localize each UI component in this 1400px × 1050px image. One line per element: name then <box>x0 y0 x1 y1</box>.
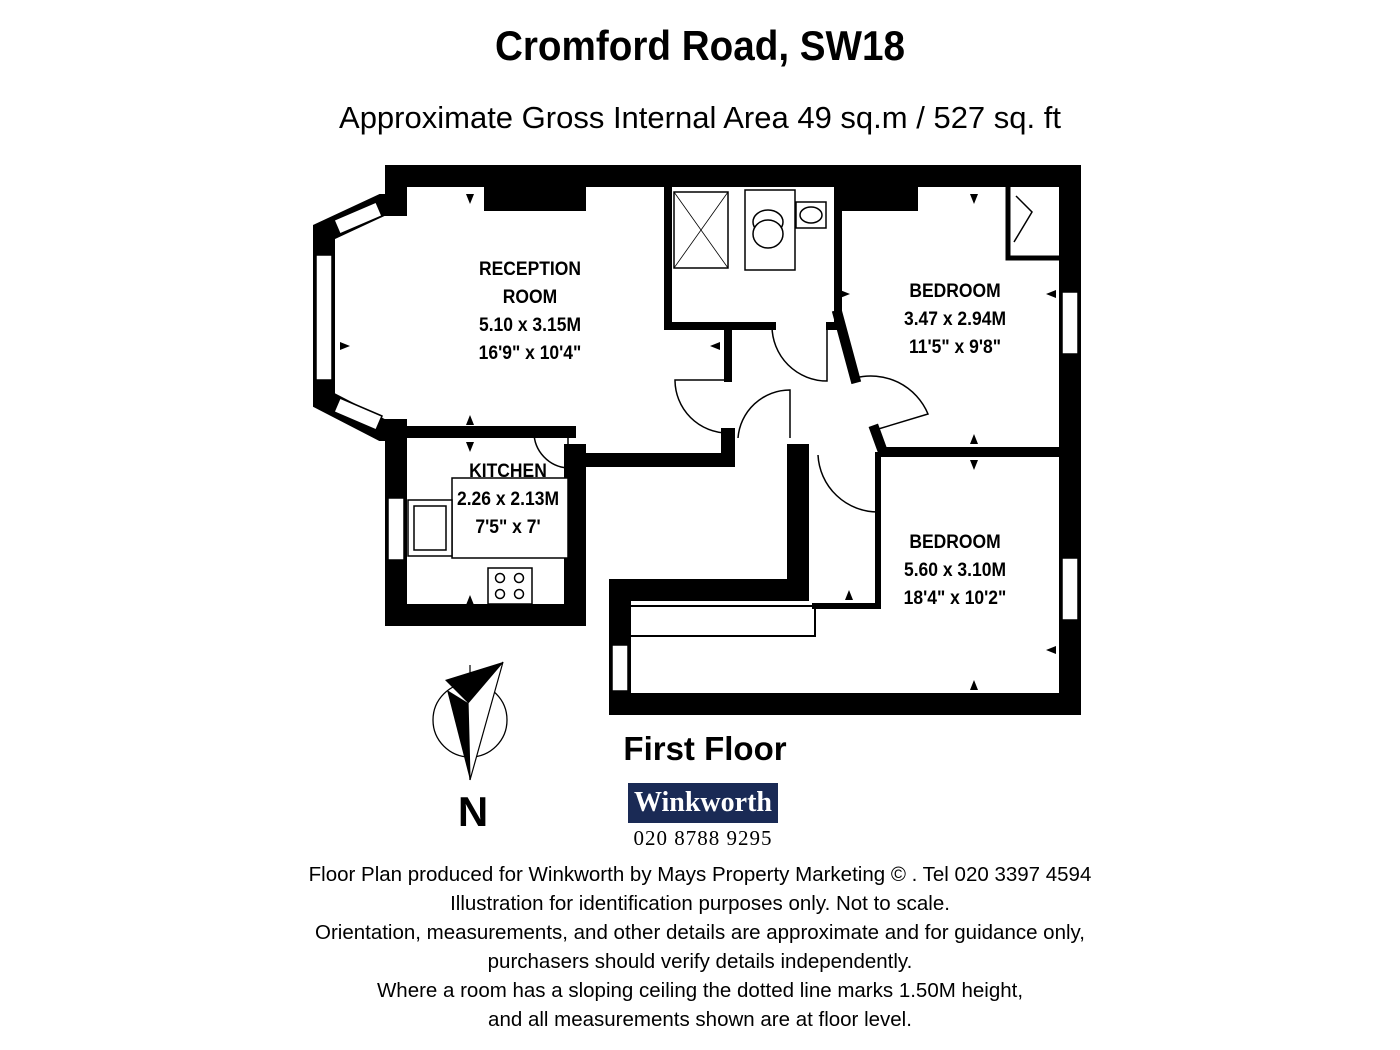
room-name: KITCHEN <box>469 461 547 482</box>
room-label-kitchen <box>425 458 591 542</box>
room-name: BEDROOM <box>909 532 1001 553</box>
agent-logo: Winkworth <box>628 783 778 823</box>
room-label-bedroom-1 <box>868 278 1043 362</box>
disclaimer-line: Floor Plan produced for Winkworth by Mays Property Marketing © . Tel 020 3397 4594 <box>308 863 1092 886</box>
room-imperial-size: 11'5" x 9'8" <box>909 337 1001 358</box>
room-name: BEDROOM <box>909 281 1001 302</box>
area-subtitle: Approximate Gross Internal Area 49 sq.m / 527 sq. ft <box>339 100 1061 135</box>
room-imperial-size: 18'4" x 10'2" <box>903 588 1007 609</box>
room-metric-size: 3.47 x 2.94M <box>903 309 1007 330</box>
disclaimer-line: Illustration for identification purposes only. Not to scale. <box>450 892 950 915</box>
page-title: Cromford Road, SW18 <box>494 22 906 69</box>
room-name-line2: ROOM <box>502 287 558 308</box>
room-label-bedroom-2 <box>868 529 1043 613</box>
disclaimer-line: Orientation, measurements, and other details are approximate and for guidance only, <box>315 921 1085 944</box>
room-label-reception <box>443 256 618 368</box>
room-name: RECEPTION <box>478 259 581 280</box>
agent-phone: 020 8788 9295 <box>633 826 773 850</box>
disclaimer <box>0 860 1400 1034</box>
north-label: N <box>457 788 489 835</box>
disclaimer-line: Where a room has a sloping ceiling the dotted line marks 1.50M height, <box>376 979 1024 1002</box>
room-imperial-size: 7'5" x 7' <box>475 517 541 538</box>
room-imperial-size: 16'9" x 10'4" <box>478 343 582 364</box>
compass-icon <box>433 662 507 780</box>
room-metric-size: 5.10 x 3.15M <box>478 315 582 336</box>
room-metric-size: 2.26 x 2.13M <box>456 489 560 510</box>
floor-name: First Floor <box>623 730 787 767</box>
disclaimer-line: and all measurements shown are at floor level. <box>488 1008 912 1031</box>
disclaimer-line: purchasers should verify details independently. <box>487 950 913 973</box>
room-metric-size: 5.60 x 3.10M <box>903 560 1007 581</box>
